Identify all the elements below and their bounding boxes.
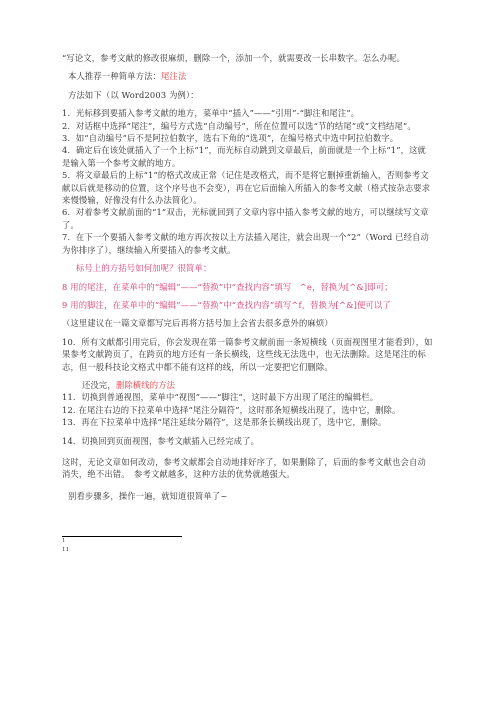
remove-line-header <box>62 379 434 391</box>
line-9: 9 用的脚注，在菜单中的“编辑”——“替换”中“查找内容”填写^f，替换为[^&]便可以了 <box>62 299 391 310</box>
step-item: 2．对话框中选择“尾注”，编号方式选“自动编号”，所在位置可以选“节的结尾”或“文档结尾”。 <box>62 120 416 131</box>
document-page <box>62 52 434 554</box>
step-item: 3．如“自动编号”后不是阿拉伯数字，选右下角的“选项”，在编号格式中选中阿拉伯数字。 <box>62 133 399 144</box>
step-item: 12. 在尾注右边的下拉菜单中选择“尾注分隔符”，这时那条短横线出现了，选中它，删除。 <box>62 404 401 415</box>
recommend-line <box>62 70 434 82</box>
line-14: 14．切换回到页面视图，参考文献插入已经完成了。 <box>62 435 260 446</box>
bracket-question: 标号上的方括号如何加呢？很简单： <box>76 263 212 274</box>
step-item: 1．光标移到要插入参考文献的地方，菜单中“插入”——“引用”-“脚注和尾注”。 <box>62 108 360 119</box>
summary-paragraph: 这时，无论文章如何改动，参考文献都会自动地排好序了，如果删除了，后面的参考文献也会自动消失，绝不出错。 参考文献越多，这种方法的优势就越强大。 <box>62 456 426 480</box>
line-8: 8 用的尾注，在菜单中的“编辑”——“替换”中“查找内容”填写 ^e，替换为[^&]即可； <box>62 281 393 292</box>
step-item: 4．确定后在该处就插入了一个上标“1”，而光标自动跳到文章最后，前面就是一个上标“1”，这就是输入第一个参考文献的地方。 <box>62 145 427 168</box>
closing-line: 别看步骤多，操作一遍，就知道很简单了~ <box>68 490 228 501</box>
step-item: 13．再在下拉菜单中选择“尾注延续分隔符”，这是那条长横线出现了，选中它，删除。 <box>62 417 387 428</box>
steps-list <box>62 107 434 256</box>
footnote-2: 11 <box>62 546 70 553</box>
line-10: 10．所有文献都引用完后，你会发现在第一篇参考文献前面一条短横线（页面视图里才能看到），如果参考文献跨页了，在跨页的地方还有一条长横线，这些线无法选中，也无法删除。这是尾注的标志，但一般科技论文格式中都不能有这样的线，所以一定要把它们删除。 <box>62 336 433 372</box>
method-header: 方法如下（以 Word2003 为例）： <box>68 89 199 100</box>
step-item: 11．切换到普通视图，菜单中“视图”——“脚注”，这时最下方出现了尾注的编辑栏。 <box>62 392 379 403</box>
note-paren: （这里建议在一篇文章都写完后再将方括号加上会省去很多意外的麻烦） <box>62 318 333 329</box>
recommend-prefix: 本人推荐一种简单方法： <box>68 71 162 82</box>
recommend-method: 尾注法 <box>161 71 187 82</box>
step-item: 6．对着参考文献前面的“1”双击，光标就回到了文章内容中插入参考文献的地方，可以继续写文章了。 <box>62 207 429 230</box>
remove-line-prefix: 还没完， <box>82 379 116 390</box>
steps2-list <box>62 391 434 428</box>
remove-line-method: 删除横线的方法 <box>115 379 176 390</box>
step-item: 5．将文章最后的上标“1”的格式改成正常（记住是改格式，而不是将它删掉重新输入，否则参考文献以后就是移动的位置，这个序号也不会变），再在它后面输入所插入的参考文献（格式按杂志要求来慢慢输，好像没有什么办法简化）。 <box>62 170 431 206</box>
step-item: 7．在下一个要插入参考文献的地方再次按以上方法插入尾注，就会出现一个“2”（Word 已经自动为你排序了），继续输入所要插入的参考文献。 <box>62 232 430 255</box>
footnote-1: 1 <box>62 538 66 545</box>
intro-paragraph: “写论文，参考文献的修改很麻烦，删除一个，添加一个，就需要改一长串数字。怎么办呢。 <box>62 53 405 63</box>
